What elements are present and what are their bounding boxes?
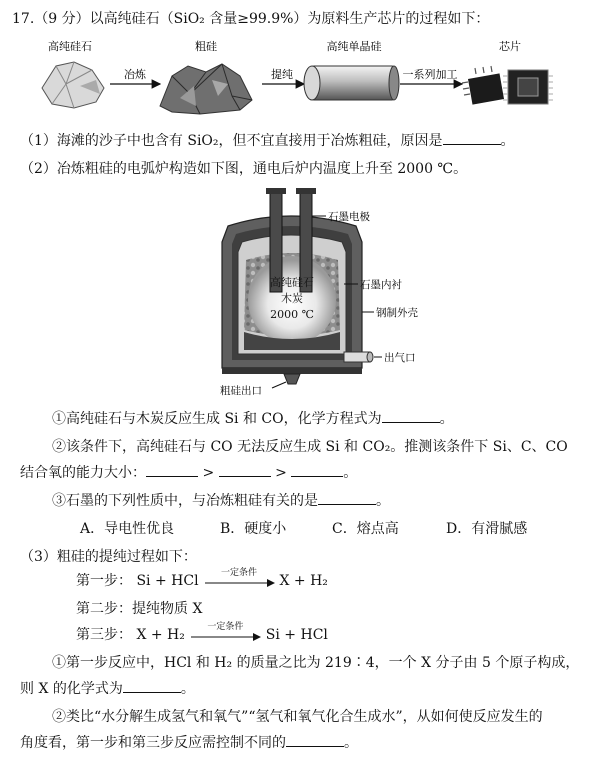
part2-text: （2）冶炼粗硅的电弧炉构造如下图，通电后炉内温度上升至 2000 ℃。 — [20, 161, 468, 177]
step3-condition: 一定条件 — [207, 622, 244, 632]
question-header-text: 17.（9 分）以高纯硅石（SiO₂ 含量≥99.9%）为原料生产芯片的过程如下： — [12, 11, 490, 27]
part3-sub1-text-b: 则 X 的化学式为 — [20, 681, 123, 697]
furnace-center-label-1: 高纯硅石 — [270, 276, 314, 289]
step3-label: 第三步： — [76, 627, 132, 643]
part2-sub2-text-a: ②该条件下，高纯硅石与 CO 无法反应生成 Si 和 CO₂。推测该条件下 Si、C、CO — [52, 439, 568, 455]
flow-step3-label: 一系列加工 — [402, 68, 458, 81]
greater-than-sign-2: > — [275, 465, 287, 481]
quartz-image — [42, 62, 104, 108]
part3-sub2-text-a: ②类比“水分解生成氢气和氧气”“氢气和氧气化合生成水”，从如何使反应发生的 — [52, 709, 543, 725]
part2-sub2-end: 。 — [343, 465, 358, 481]
part3-text: （3）粗硅的提纯过程如下： — [20, 549, 197, 565]
rough-silicon-image — [160, 64, 252, 114]
option-d-text: D．有滑腻感 — [446, 521, 528, 537]
step3-reactants: X + H₂ — [136, 627, 185, 643]
step1-reactants: Si + HCl — [136, 573, 199, 589]
electrode-label: 石墨电极 — [328, 211, 370, 223]
part3-sub2-line1 — [52, 706, 543, 726]
step3-products: Si + HCl — [265, 627, 328, 643]
part1-text: （1）海滩的沙子中也含有 SiO₂，但不宜直接用于冶炼粗硅，原因是 — [20, 133, 443, 149]
flow-stage3-label: 高纯单晶硅 — [326, 40, 382, 53]
part3-question — [20, 546, 197, 566]
part2-sub2-text-b: 结合氧的能力大小： — [20, 465, 146, 481]
option-c[interactable] — [332, 518, 399, 538]
chip-image — [462, 66, 553, 105]
furnace-center-label-3: 2000 ℃ — [270, 308, 314, 321]
part1-answer-blank[interactable] — [443, 132, 501, 145]
part1-question — [20, 130, 515, 150]
part2-question — [20, 158, 467, 178]
flow-step2-label: 提纯 — [271, 68, 293, 81]
option-c-text: C．熔点高 — [332, 521, 399, 537]
silicon-rod-image — [304, 66, 399, 100]
part3-sub1-line2 — [20, 678, 195, 698]
option-d[interactable] — [446, 518, 527, 538]
part2-sub2-blank-3[interactable] — [291, 464, 343, 477]
gas-outlet-label: 出气口 — [384, 352, 416, 364]
part3-sub2-line2 — [20, 732, 358, 752]
part2-sub2-line2 — [20, 462, 357, 482]
part3-sub1-blank[interactable] — [123, 680, 181, 693]
shell-label: 钢制外壳 — [376, 307, 418, 319]
process-flow-diagram — [0, 36, 598, 126]
option-b[interactable] — [220, 518, 286, 538]
step3-arrow — [189, 622, 261, 645]
step1-label: 第一步： — [76, 573, 132, 589]
part3-sub1-end: 。 — [180, 681, 195, 697]
part2-sub2-line1 — [52, 436, 568, 456]
step3-equation — [76, 624, 328, 645]
part2-sub1-text: ①高纯硅石与木炭反应生成 Si 和 CO，化学方程式为 — [52, 411, 382, 427]
flow-step1-label: 冶炼 — [124, 68, 146, 81]
part3-sub2-end: 。 — [344, 735, 358, 751]
step1-equation — [76, 570, 328, 591]
furnace-center-label-2: 木炭 — [281, 292, 303, 305]
part2-sub1 — [52, 408, 454, 428]
greater-than-sign-1: > — [202, 465, 215, 481]
part3-sub2-blank[interactable] — [286, 734, 344, 747]
step1-condition: 一定条件 — [221, 568, 258, 578]
part3-sub2-text-b: 角度看，第一步和第三步反应需控制不同的 — [20, 735, 286, 751]
step1-products: X + H₂ — [279, 573, 328, 589]
option-b-text: B．硬度小 — [220, 521, 287, 537]
step1-arrow — [203, 568, 275, 591]
flow-stage2-label: 粗硅 — [195, 40, 217, 53]
option-a[interactable] — [80, 518, 174, 538]
part3-sub1-text-a: ①第一步反应中，HCl 和 H₂ 的质量之比为 219∶4，一个 X 分子由 5 个原子构成， — [52, 655, 580, 671]
part2-sub1-end: 。 — [439, 411, 454, 427]
part2-sub1-blank[interactable] — [382, 410, 440, 423]
part1-end: 。 — [500, 133, 515, 149]
gas-outlet-pipe — [344, 352, 373, 362]
part2-sub3-blank[interactable] — [318, 492, 376, 505]
arc-furnace-diagram — [0, 182, 598, 402]
flow-stage4-label: 芯片 — [499, 40, 521, 53]
flow-stage1-label: 高纯硅石 — [48, 40, 92, 53]
part2-sub3-end: 。 — [376, 493, 390, 509]
question-header — [12, 8, 489, 28]
step2-line — [76, 598, 202, 618]
step2-text: 第二步：提纯物质 X — [76, 601, 203, 617]
part2-sub3 — [52, 490, 390, 510]
part2-sub2-blank-2[interactable] — [219, 464, 271, 477]
lining-label: 石墨内衬 — [360, 279, 402, 291]
part3-sub1-line1 — [52, 652, 579, 672]
si-outlet-label: 粗硅出口 — [220, 385, 262, 397]
si-outlet-pointer — [272, 382, 286, 388]
part2-sub3-text: ③石墨的下列性质中，与冶炼粗硅有关的是 — [52, 493, 318, 509]
part2-sub2-blank-1[interactable] — [146, 464, 198, 477]
option-a-text: A．导电性优良 — [80, 521, 175, 537]
